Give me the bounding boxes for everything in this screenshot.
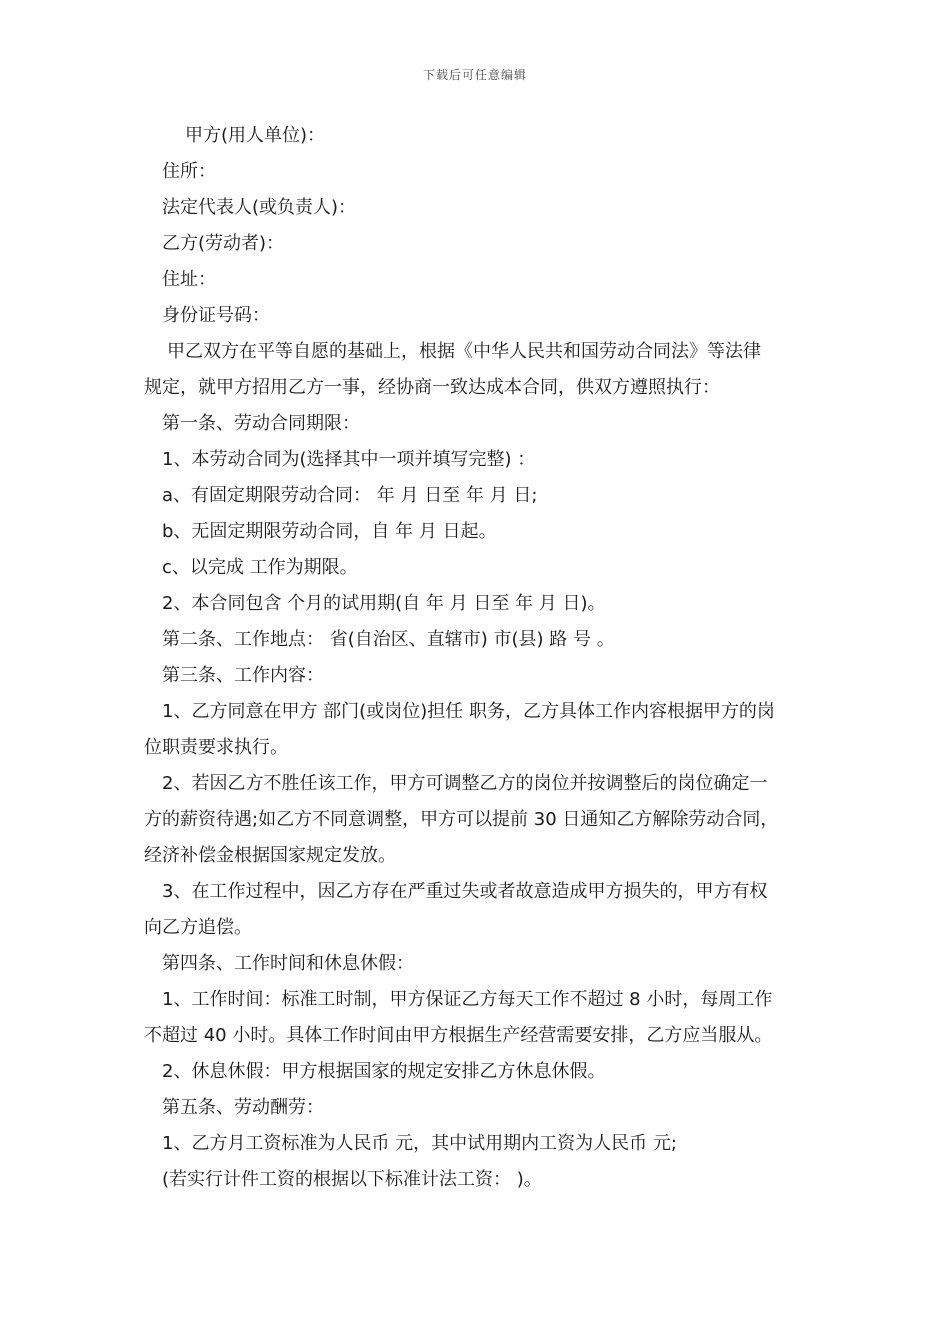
contract-line: 2、若因乙方不胜任该工作，甲方可调整乙方的岗位并按调整后的岗位确定一	[162, 773, 768, 794]
contract-line: 2、休息休假：甲方根据国家的规定安排乙方休息休假。	[162, 1061, 606, 1082]
contract-line: b、无固定期限劳动合同，自 年 月 日起。	[162, 521, 497, 542]
contract-line: 住所：	[162, 161, 216, 182]
contract-line: 第一条、劳动合同期限：	[162, 413, 360, 434]
contract-line: 住址：	[162, 269, 216, 290]
page-header-note: 下载后可任意编辑	[422, 68, 527, 82]
contract-line: 位职责要求执行。	[144, 737, 288, 758]
contract-line: 3、在工作过程中，因乙方存在严重过失或者故意造成甲方损失的，甲方有权	[162, 881, 768, 902]
contract-line: 方的薪资待遇;如乙方不同意调整，甲方可以提前 30 日通知乙方解除劳动合同，	[144, 809, 779, 830]
contract-line: 甲乙双方在平等自愿的基础上，根据《中华人民共和国劳动合同法》等法律	[167, 341, 761, 362]
contract-body	[144, 118, 824, 1198]
contract-line: 向乙方追偿。	[144, 917, 252, 938]
contract-line: 第五条、劳动酬劳：	[162, 1097, 324, 1118]
contract-line: 2、本合同包含 个月的试用期(自 年 月 日至 年 月 日)。	[162, 593, 606, 614]
contract-line: (若实行计件工资的根据以下标准计法工资： )。	[162, 1169, 542, 1190]
contract-line: c、以完成 工作为期限。	[162, 557, 358, 578]
contract-line: 法定代表人(或负责人)：	[162, 197, 357, 218]
contract-line: 甲方(用人单位)：	[185, 125, 326, 146]
contract-line: 第二条、工作地点： 省(自治区、直辖市) 市(县) 路 号 。	[162, 629, 615, 650]
contract-line: 规定，就甲方招用乙方一事，经协商一致达成本合同，供双方遵照执行：	[144, 377, 720, 398]
contract-line: 身份证号码：	[162, 305, 270, 326]
contract-line: 1、工作时间：标准工时制，甲方保证乙方每天工作不超过 8 小时，每周工作	[162, 989, 773, 1010]
contract-line: 第四条、工作时间和休息休假：	[162, 953, 414, 974]
contract-line: 乙方(劳动者)：	[162, 233, 285, 254]
contract-line: 1、乙方同意在甲方 部门(或岗位)担任 职务，乙方具体工作内容根据甲方的岗	[162, 701, 775, 722]
contract-line: a、有固定期限劳动合同： 年 月 日至 年 月 日;	[162, 485, 538, 506]
contract-line: 不超过 40 小时。具体工作时间由甲方根据生产经营需要安排，乙方应当服从。	[144, 1025, 773, 1046]
contract-line: 1、乙方月工资标准为人民币 元，其中试用期内工资为人民币 元;	[162, 1133, 677, 1154]
contract-line: 第三条、工作内容：	[162, 665, 324, 686]
contract-line: 1、本劳动合同为(选择其中一项并填写完整) ：	[162, 449, 536, 470]
contract-line: 经济补偿金根据国家规定发放。	[144, 845, 396, 866]
